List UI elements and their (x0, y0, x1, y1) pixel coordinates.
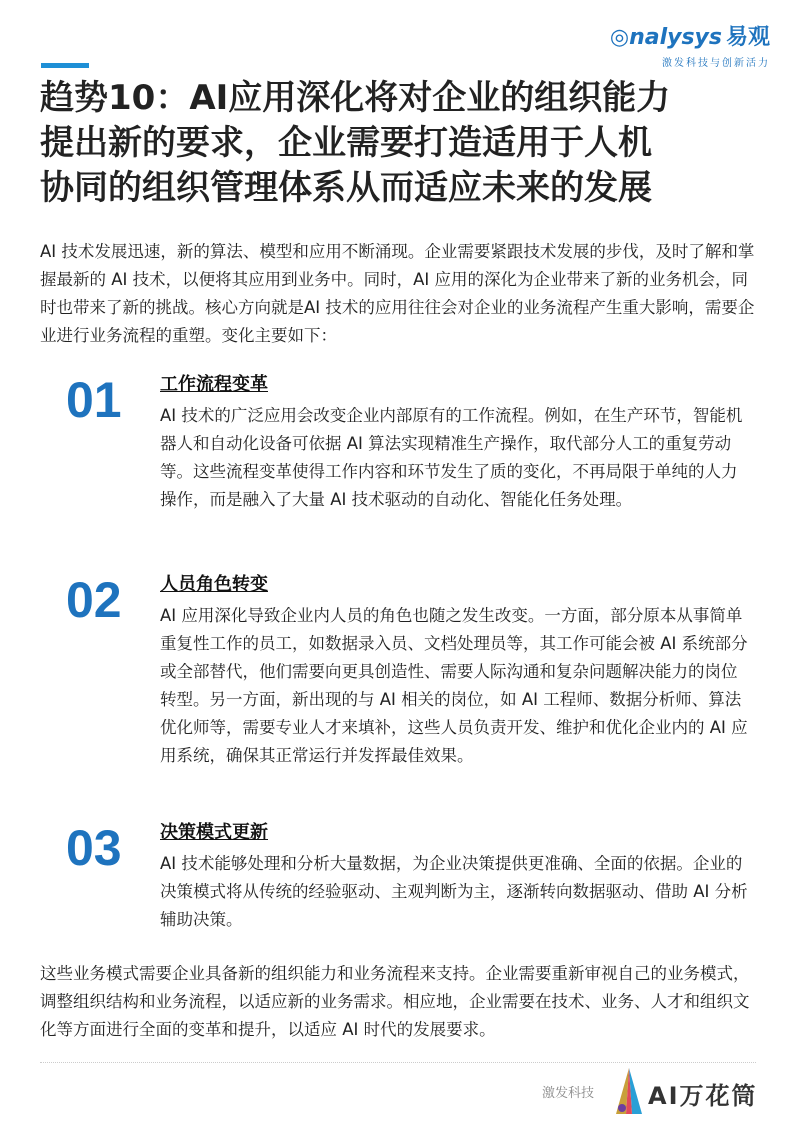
item-heading: 决策模式更新 (160, 822, 268, 843)
title-line: 协同的组织管理体系从而适应未来的发展 (40, 168, 652, 208)
item-number: 02 (66, 572, 122, 628)
kaleidoscope-icon (612, 1066, 646, 1118)
kaleidoscope-logo (612, 1066, 782, 1118)
logo-tagline: 激发科技与创新活力 (662, 58, 770, 69)
title-line: 提出新的要求，企业需要打造适用于人机 (40, 123, 652, 163)
item-body: AI 技术的广泛应用会改变企业内部原有的工作流程。例如，在生产环节，智能机器人和自动化设备可依据 AI 算法实现精准生产操作，取代部分人工的重复劳动等。这些流程变革使得工作内容和环节发生了质的变化，不再局限于单纯的人力操作，而是融入了大量 AI 技术驱动的自动化、智能化任务处理。 (160, 406, 743, 509)
logo-text: nalysys (629, 25, 722, 50)
item-heading: 工作流程变革 (160, 374, 268, 395)
closing-paragraph: 这些业务模式需要企业具备新的组织能力和业务流程来支持。企业需要重新审视自己的业务模式，调整组织结构和业务流程，以适应新的业务需求。相应地，企业需要在技术、业务、人才和组织文化等方面进行全面的变革和提升，以适应 AI 时代的发展要求。 (40, 964, 750, 1039)
analysys-logo (610, 20, 770, 69)
footer-brand: AI万花筒 (648, 1082, 758, 1110)
item-body: AI 应用深化导致企业内人员的角色也随之发生改变。一方面，部分原本从事简单重复性工作的员工，如数据录入员、文档处理员等，其工作可能会被 AI 系统部分或全部替代，他们需要向更具创造性、需要人际沟通和复杂问题解决能力的岗位转型。另一方面，新出现的与 AI 相关的岗位，如 AI 工程师、数据分析师、算法优化师等，需要专业人才来填补，这些人员负责开发、维护和优化企业内的 AI 应用系统，确保其正常运行并发挥最佳效果。 (160, 606, 748, 765)
item-body: AI 技术能够处理和分析大量数据，为企业决策提供更准确、全面的依据。企业的决策模式将从传统的经验驱动、主观判断为主，逐渐转向数据驱动、借助 AI 分析辅助决策。 (160, 854, 748, 929)
item-heading: 人员角色转变 (160, 574, 268, 595)
intro-paragraph: AI 技术发展迅速，新的算法、模型和应用不断涌现。企业需要紧跟技术发展的步伐，及时了解和掌握最新的 AI 技术，以便将其应用到业务中。同时，AI 应用的深化为企业带来了新的业务机会，同时也带来了新的挑战。核心方向就是AI 技术的应用往往会对企业的业务流程产生重大影响，需要企业进行业务流程的重塑。变化主要如下： (40, 242, 755, 345)
page-title (40, 76, 760, 211)
footer-divider (40, 1062, 756, 1063)
title-accent-bar (41, 63, 89, 68)
logo-wordmark (610, 20, 770, 51)
item-number: 03 (66, 820, 122, 876)
title-line: 趋势10：AI应用深化将对企业的组织能力 (40, 78, 671, 118)
logo-cn: 易观 (725, 25, 770, 50)
item-number: 01 (66, 372, 122, 428)
footer-text: 激发科技 (542, 1086, 595, 1101)
logo-a-mark: ◎ (609, 25, 630, 50)
